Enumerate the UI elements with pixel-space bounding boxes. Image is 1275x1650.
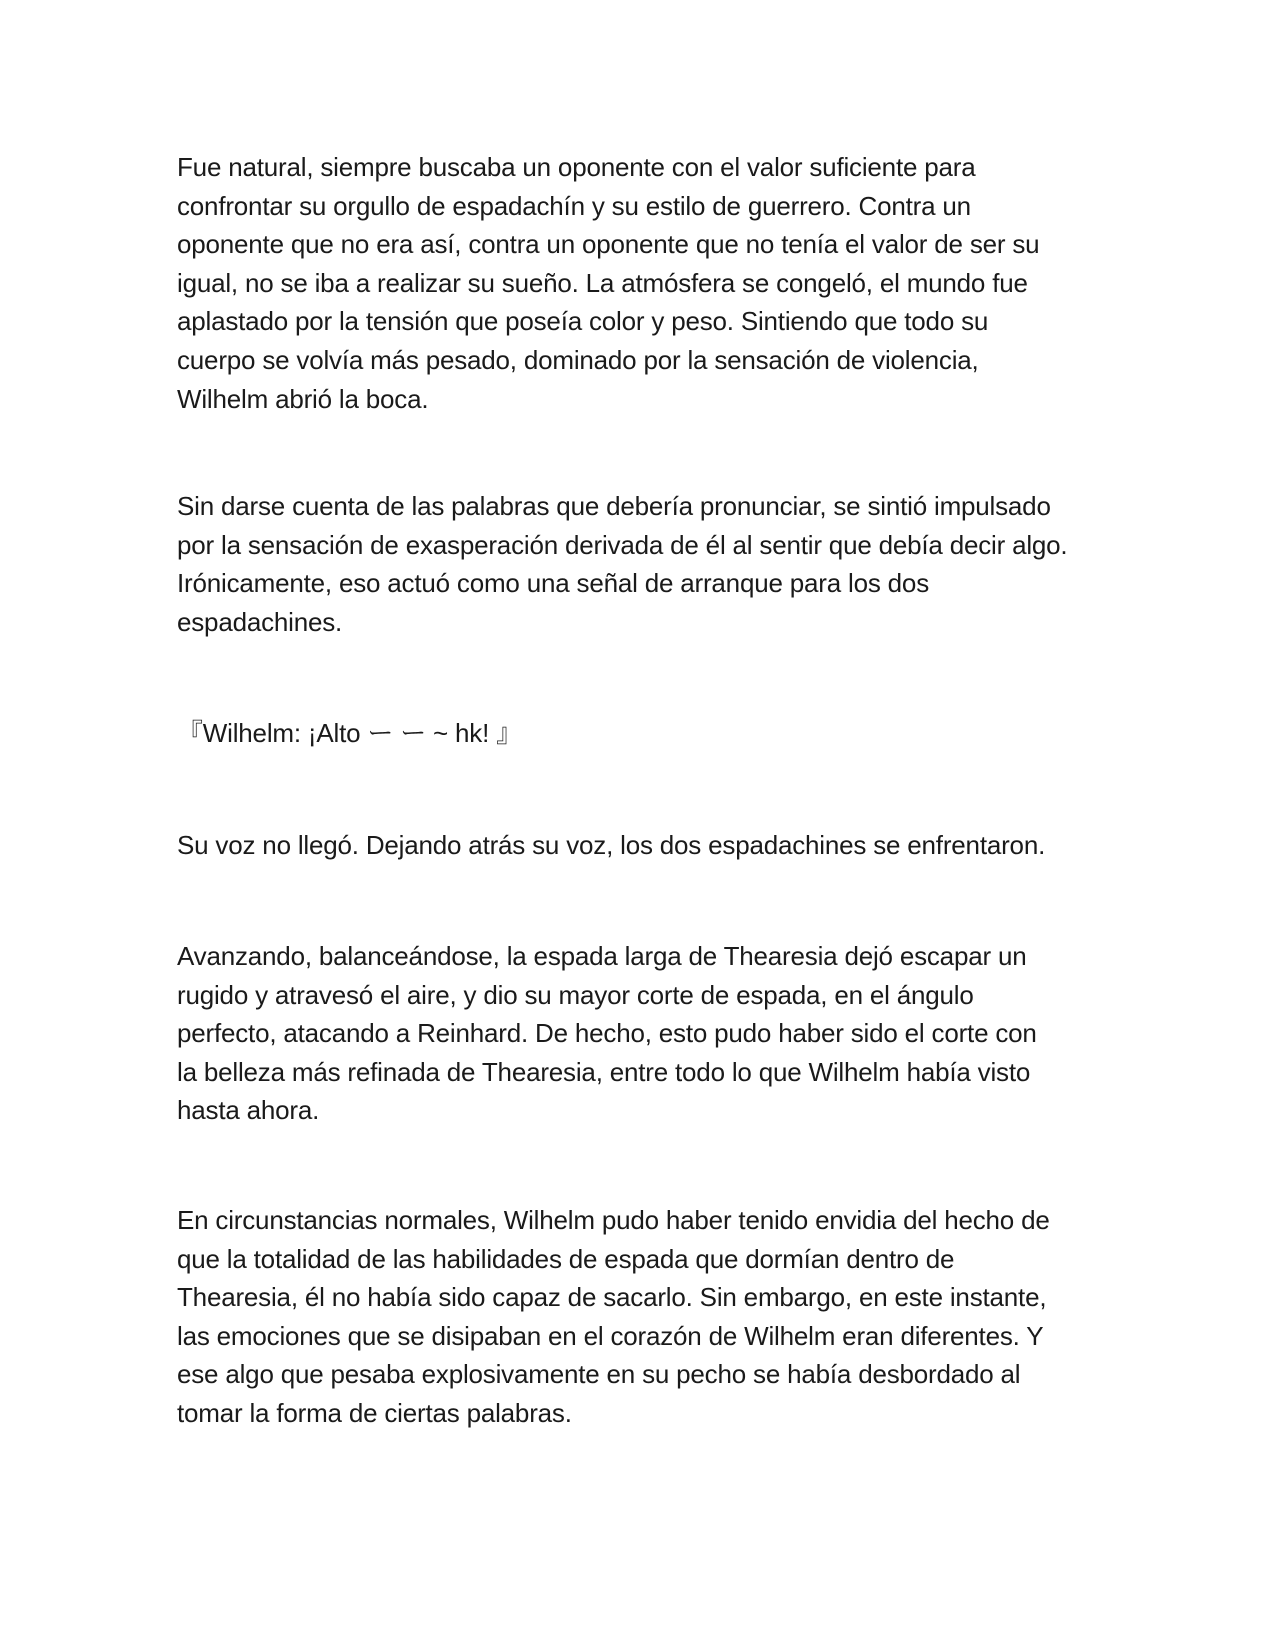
text-line: aplastado por la tensión que poseía color y peso. Sintiendo que todo su bbox=[177, 306, 989, 337]
dialogue-text: 『Wilhelm: ¡Alto ー ー ~ hk! 』 bbox=[177, 718, 522, 748]
text-line: Su voz no llegó. Dejando atrás su voz, los dos espadachines se enfrentaron. bbox=[177, 830, 1046, 860]
text-line: Wilhelm abrió la boca. bbox=[177, 383, 429, 414]
text-line: ese algo que pesaba explosivamente en su pecho se había desbordado al bbox=[177, 1359, 1021, 1390]
paragraph-4 bbox=[177, 937, 1107, 1130]
text-line: En circunstancias normales, Wilhelm pudo haber tenido envidia del hecho de bbox=[177, 1205, 1050, 1235]
text-line: confrontar su orgullo de espadachín y su estilo de guerrero. Contra un bbox=[177, 190, 971, 221]
paragraph-2 bbox=[177, 487, 1107, 641]
text-line: Fue natural, siempre buscaba un oponente con el valor suficiente para bbox=[177, 152, 976, 182]
text-line: igual, no se iba a realizar su sueño. La atmósfera se congeló, el mundo fue bbox=[177, 267, 1028, 298]
text-line: espadachines. bbox=[177, 606, 343, 637]
text-line: cuerpo se volvía más pesado, dominado por la sensación de violencia, bbox=[177, 344, 979, 375]
text-line: Thearesia, él no había sido capaz de sacarlo. Sin embargo, en este instante, bbox=[177, 1282, 1047, 1313]
text-line: que la totalidad de las habilidades de espada que dormían dentro de bbox=[177, 1243, 955, 1274]
text-line: rugido y atravesó el aire, y dio su mayor corte de espada, en el ángulo bbox=[177, 979, 974, 1010]
text-line: las emociones que se disipaban en el corazón de Wilhelm eran diferentes. Y bbox=[177, 1320, 1044, 1351]
text-line: la belleza más refinada de Thearesia, entre todo lo que Wilhelm había visto bbox=[177, 1056, 1031, 1087]
paragraph-5 bbox=[177, 1201, 1107, 1433]
text-line: perfecto, atacando a Reinhard. De hecho, esto pudo haber sido el corte con bbox=[177, 1018, 1037, 1049]
paragraph-3 bbox=[177, 826, 1107, 865]
text-line: Irónicamente, eso actuó como una señal de arranque para los dos bbox=[177, 568, 929, 599]
text-line: hasta ahora. bbox=[177, 1095, 320, 1126]
text-line: Avanzando, balanceándose, la espada larga de Thearesia dejó escapar un bbox=[177, 941, 1027, 971]
text-line: por la sensación de exasperación derivada de él al sentir que debía decir algo. bbox=[177, 529, 1068, 560]
text-line: tomar la forma de ciertas palabras. bbox=[177, 1397, 572, 1428]
text-line: oponente que no era así, contra un oponente que no tenía el valor de ser su bbox=[177, 229, 1040, 260]
dialogue-line bbox=[177, 714, 1107, 753]
text-line: Sin darse cuenta de las palabras que debería pronunciar, se sintió impulsado bbox=[177, 491, 1051, 521]
paragraph-1 bbox=[177, 148, 1107, 418]
